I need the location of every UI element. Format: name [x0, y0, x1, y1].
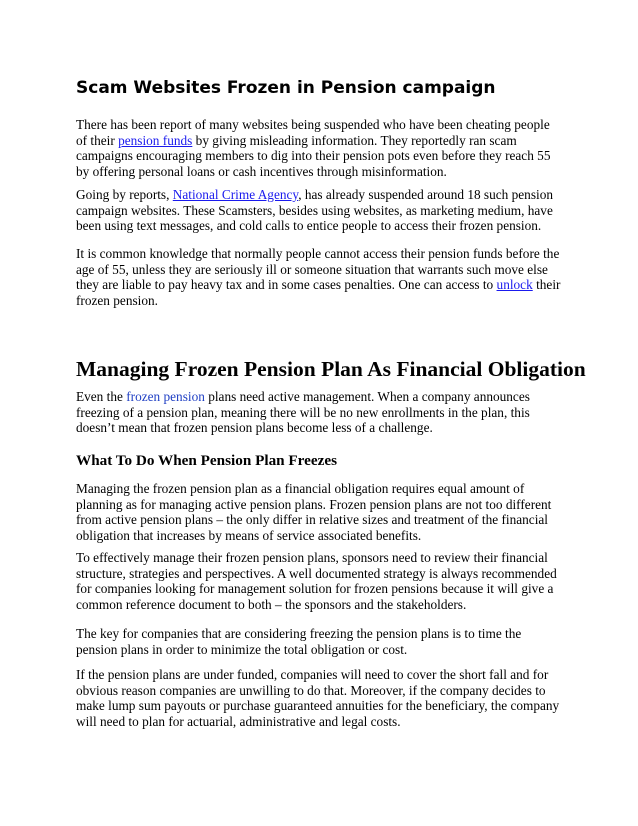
link-pension-funds[interactable]: pension funds — [118, 132, 193, 148]
paragraph-under-funded: If the pension plans are under funded, companies will need to cover the short fall and for obvious reason companies are unwilling to do that. Moreover, if the company decides to make lump sum payouts or purchase guaranteed annuities for the beneficiary, the company will need to plan for actuarial, administrative and legal costs. — [76, 667, 560, 729]
link-unlock[interactable]: unlock — [496, 277, 533, 293]
paragraph-scam-report — [76, 117, 564, 179]
paragraph-access-age — [76, 246, 564, 308]
paragraph-text: , has already suspended around 18 such pension campaign websites. These Scamsters, besides using websites, as marketing medium, have been using text messages, and cold calls to entice people to access their frozen pension. — [76, 187, 553, 234]
section-title-managing-frozen-pension: Managing Frozen Pension Plan As Financial Obligation — [76, 357, 586, 381]
paragraph-financial-obligation: Managing the frozen pension plan as a financial obligation requires equal amount of planning as for managing active pension plans. Frozen pension plans are not too different from active pension plans – the only differ in relative sizes and treatment of the financial obligation that increases by means of service associated benefits. — [76, 481, 552, 543]
paragraph-text: There has been report of many websites being suspended who have been cheating people of their — [76, 117, 550, 148]
paragraph-text: Going by reports, — [76, 187, 173, 202]
paragraph-text: their frozen pension. — [76, 277, 561, 308]
paragraph-text: It is common knowledge that normally people cannot access their pension funds before the age of 55, unless they are seriously ill or someone situation that warrants such move else they are liable to pay heavy tax and in some cases penalties. One can access to — [76, 246, 560, 293]
paragraph-active-management — [76, 389, 564, 436]
link-national-crime-agency[interactable]: National Crime Agency — [172, 187, 299, 202]
paragraph-text: by giving misleading information. They reportedly ran scam campaigns encouraging members to dig into their pension pots even before they reach 55 by offering personal loans or cash incentives through misinformation. — [76, 132, 551, 179]
paragraph-strategy: To effectively manage their frozen pension plans, sponsors need to review their financial structure, strategies and perspectives. A well documented strategy is always recommended for companies looking for management solution for frozen pensions because it will give a common reference document to both – the sponsors and the stakeholders. — [76, 550, 557, 612]
paragraph-text: Even the — [76, 389, 127, 404]
paragraph-nca-reports — [76, 187, 564, 234]
subsection-title-what-to-do: What To Do When Pension Plan Freezes — [76, 452, 338, 469]
paragraph-text: plans need active management. When a company announces freezing of a pension plan, meaning there will be no new enrollments in the plan, this doesn’t mean that frozen pension plans become less of a challenge. — [76, 389, 530, 436]
section-title-scam-websites: Scam Websites Frozen in Pension campaign — [76, 78, 496, 98]
link-frozen-pension[interactable]: frozen pension — [126, 389, 205, 404]
paragraph-timing: The key for companies that are considering freezing the pension plans is to time the pension plans in order to minimize the total obligation or cost. — [76, 626, 522, 657]
